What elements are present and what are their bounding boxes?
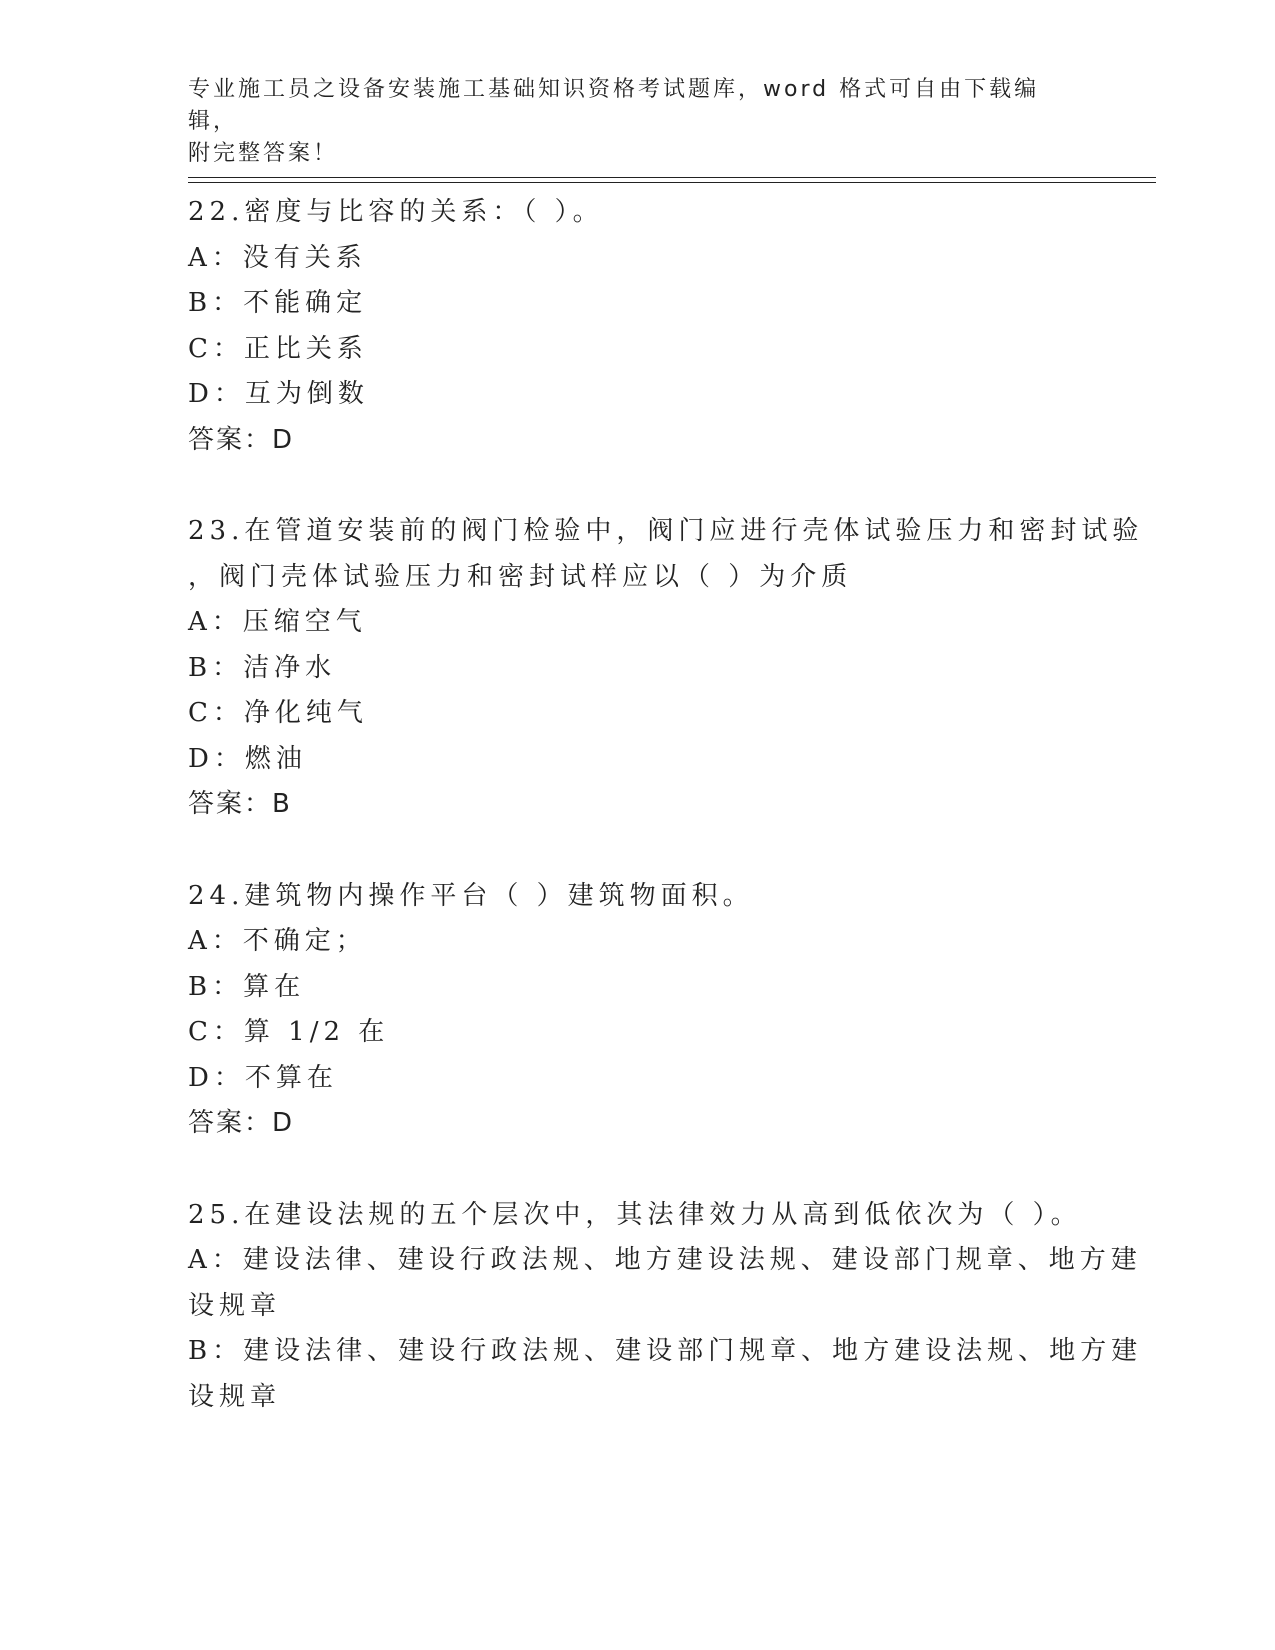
option-b-continued: 设规章 xyxy=(188,1381,282,1412)
question-stem: 23.在管道安装前的阀门检验中，阀门应进行壳体试验压力和密封试验 xyxy=(188,516,1144,546)
header-divider-top xyxy=(188,177,1156,178)
option-b: B：算在 xyxy=(188,971,306,1002)
header-line-1: 专业施工员之设备安装施工基础知识资格考试题库，word 格式可自由下载编辑， xyxy=(188,77,1040,134)
question-22 xyxy=(188,190,1088,463)
question-stem: 25.在建设法规的五个层次中，其法律效力从高到低依次为（ ）。 xyxy=(188,1199,1082,1230)
header-divider-bottom xyxy=(188,182,1156,183)
question-spacer xyxy=(188,463,1088,509)
option-a: A：没有关系 xyxy=(188,242,367,273)
option-c: C：正比关系 xyxy=(188,333,368,364)
question-spacer xyxy=(188,1147,1088,1193)
option-a: A：建设法律、建设行政法规、地方建设法规、建设部门规章、地方建 xyxy=(188,1245,1142,1275)
question-stem-continued: ，阀门壳体试验压力和密封试样应以（ ）为介质 xyxy=(188,561,853,592)
question-stem: 22.密度与比容的关系：（ ）。 xyxy=(188,197,604,227)
answer: 答案：D xyxy=(188,1108,295,1138)
option-a: A：压缩空气 xyxy=(188,607,367,637)
question-25 xyxy=(188,1193,1143,1421)
question-spacer xyxy=(188,828,1088,874)
question-24 xyxy=(188,874,1088,1147)
answer: 答案：B xyxy=(188,789,292,819)
document-header xyxy=(188,74,1088,170)
option-c: C：净化纯气 xyxy=(188,698,368,728)
question-stem: 24.建筑物内操作平台（ ）建筑物面积。 xyxy=(188,880,754,911)
question-23 xyxy=(188,509,1144,828)
option-d: D：不算在 xyxy=(188,1062,338,1093)
option-d: D：互为倒数 xyxy=(188,379,369,409)
header-line-2: 附完整答案！ xyxy=(188,141,339,166)
option-a-continued: 设规章 xyxy=(188,1290,282,1321)
option-d: D：燃油 xyxy=(188,743,307,774)
option-b: B：不能确定 xyxy=(188,288,368,318)
option-c: C：算 1/2 在 xyxy=(188,1017,390,1047)
answer: 答案：D xyxy=(188,424,295,455)
option-b: B：建设法律、建设行政法规、建设部门规章、地方建设法规、地方建 xyxy=(188,1336,1143,1366)
option-a: A：不确定； xyxy=(188,926,367,956)
option-b: B：洁净水 xyxy=(188,652,337,683)
question-list xyxy=(188,190,1144,1420)
